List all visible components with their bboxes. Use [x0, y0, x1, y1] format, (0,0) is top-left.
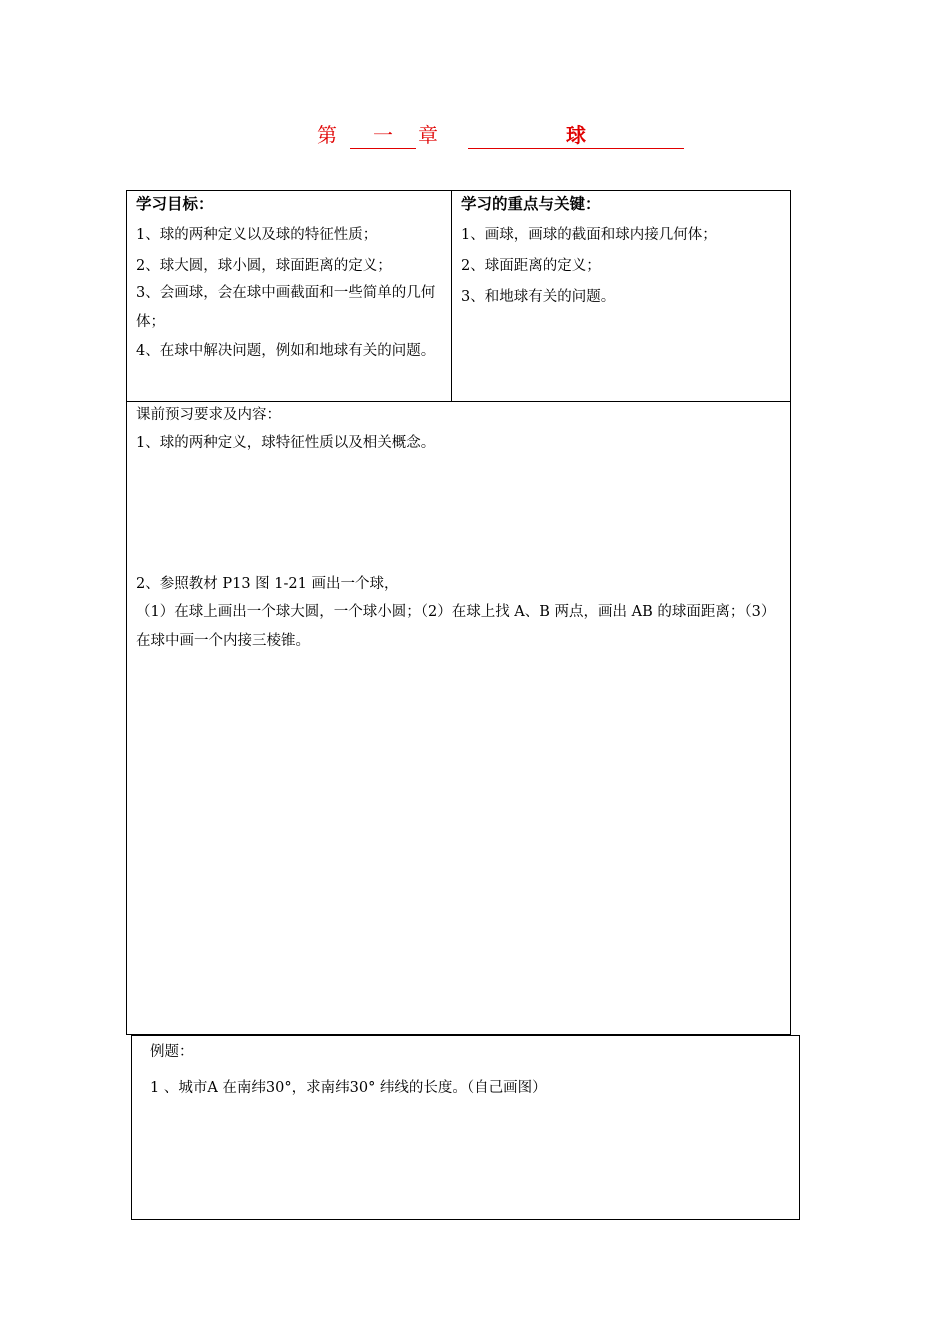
preview-requirements-cell — [126, 401, 791, 1035]
goal-item: 1、球的两种定义以及球的特征性质； — [136, 227, 378, 243]
learning-goals-heading: 学习目标： — [136, 195, 214, 213]
preview-item: 2、参照教材 P13 图 1-21 画出一个球， — [136, 576, 399, 592]
key-point-item: 2、球面距离的定义； — [461, 258, 601, 274]
chapter-title — [0, 122, 950, 154]
key-point-item: 3、和地球有关的问题。 — [461, 289, 616, 305]
goal-item: 2、球大圆，球小圆，球面距离的定义； — [136, 258, 392, 274]
example-cell — [131, 1035, 800, 1220]
key-point-item: 1、画球，画球的截面和球内接几何体； — [461, 227, 717, 243]
chapter-suffix: 章 — [418, 123, 438, 147]
topic-title: 球 — [468, 122, 684, 149]
preview-item-detail: （1）在球上画出一个球大圆，一个球小圆；（2）在球上找 A、B 两点，画出 AB 的球面距离；（3）在球中画一个内接三棱锥。 — [136, 604, 776, 649]
example-item: 1 、城市A 在南纬30°，求南纬30° 纬线的长度。（自己画图） — [150, 1080, 547, 1096]
goal-item: 3、会画球，会在球中画截面和一些简单的几何体； — [136, 285, 436, 330]
preview-heading: 课前预习要求及内容： — [136, 407, 281, 423]
key-points-cell — [451, 190, 791, 402]
chapter-number: 一 — [350, 122, 416, 149]
chapter-prefix: 第 — [317, 123, 337, 147]
preview-item: 1、球的两种定义，球特征性质以及相关概念。 — [136, 435, 436, 451]
goal-item: 4、在球中解决问题，例如和地球有关的问题。 — [136, 343, 436, 359]
key-points-heading: 学习的重点与关键： — [461, 195, 601, 213]
learning-goals-cell — [126, 190, 452, 402]
example-heading: 例题： — [150, 1044, 194, 1060]
